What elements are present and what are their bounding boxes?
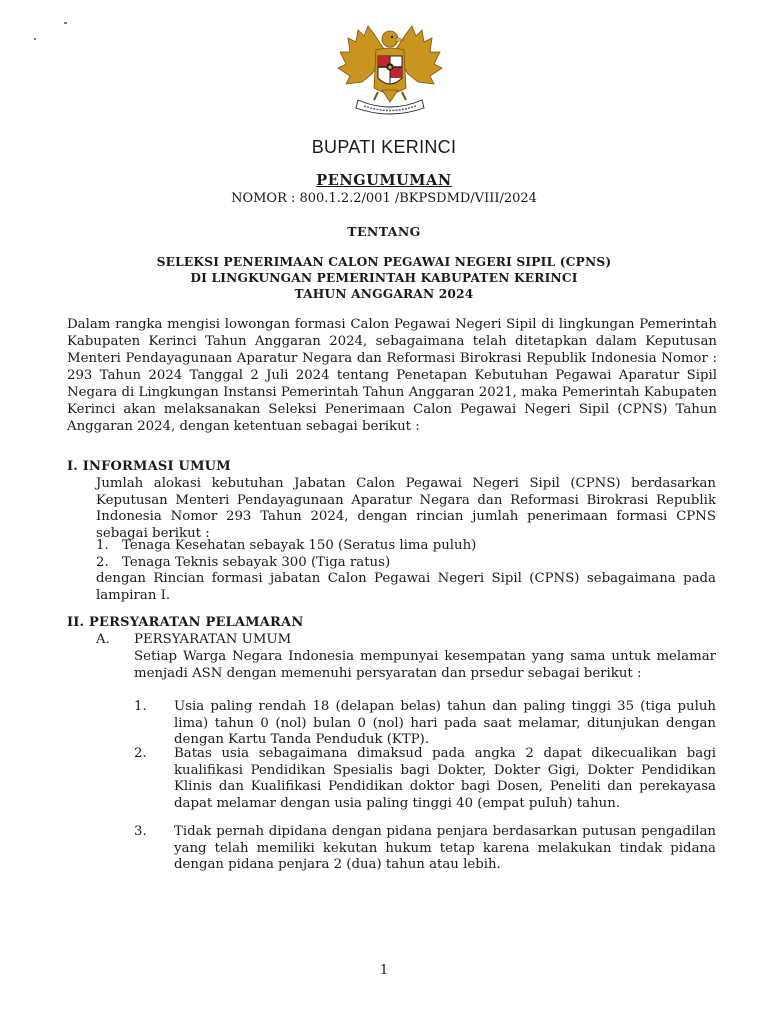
allocation-list [96, 538, 476, 571]
requirement-item [134, 824, 716, 874]
section1-tail: dengan Rincian formasi jabatan Calon Pegawai Negeri Sipil (CPNS) sebagaimana pada lampiran I. [96, 571, 716, 603]
list-item-number: 1. [96, 538, 109, 553]
subject-line: TAHUN ANGGARAN 2024 [294, 287, 474, 301]
announcement-number: NOMOR : 800.1.2.2/001 /BKPSDMD/VIII/2024 [231, 191, 537, 206]
requirement-item [134, 746, 716, 812]
scan-speck [64, 22, 67, 24]
subsection-paragraph: Setiap Warga Negara Indonesia mempunyai kesempatan yang sama untuk melamar menjadi ASN dengan memenuhi persyaratan dan prsedur sebagai berikut : [134, 649, 716, 681]
requirement-number: 1. [134, 699, 147, 714]
subsection-title: PERSYARATAN UMUM [134, 632, 292, 647]
section-heading-requirements: II. PERSYARATAN PELAMARAN [67, 615, 304, 630]
requirement-item [134, 699, 716, 749]
scan-speck [34, 38, 36, 40]
about-label: TENTANG [347, 224, 421, 239]
subject-line: SELEKSI PENERIMAAN CALON PEGAWAI NEGERI SIPIL (CPNS) [156, 255, 612, 269]
list-item [96, 555, 476, 572]
requirement-text: Batas usia sebagaimana dimaksud pada angka 2 dapat dikecualikan bagi kualifikasi Pendidikan Spesialis bagi Dokter, Dokter Gigi, Dokter Pendidikan Klinis dan Kualifikasi Pendidikan doktor bagi Dosen, Peneliti dan perekayasa dapat melamar dengan usia paling tinggi 40 (empat puluh) tahun. [174, 746, 716, 811]
intro-paragraph: Dalam rangka mengisi lowongan formasi Calon Pegawai Negeri Sipil di lingkungan Pemerintah Kabupaten Kerinci Tahun Anggaran 2024, sebagaimana telah ditetapkan dalam Keputusan Menteri Pendayagunaan Aparatur Negara dan Reformasi Birokrasi Republik Indonesia Nomor : 293 Tahun 2024 Tanggal 2 Juli 2024 tentang Penetapan Kebutuhan Pegawai Aparatur Sipil Negara di Lingkungan Instansi Pemerintah Tahun Anggaran 2021, maka Pemerintah Kabupaten Kerinci akan melaksanakan Seleksi Penerimaan Calon Pegawai Negeri Sipil (CPNS) Tahun Anggaran 2024, dengan ketentuan sebagai berikut : [67, 317, 717, 434]
announcement-label: PENGUMUMAN [316, 172, 452, 189]
subsection-letter: A. [96, 632, 110, 647]
subject-line: DI LINGKUNGAN PEMERINTAH KABUPATEN KERINCI [190, 271, 578, 285]
requirement-text: Tidak pernah dipidana dengan pidana penjara berdasarkan putusan pengadilan yang telah memiliki kekutan hukum tetap karena melakukan tindak pidana dengan pidana penjara 2 (dua) tahun atau lebih. [174, 824, 716, 873]
section1-paragraph: Jumlah alokasi kebutuhan Jabatan Calon Pegawai Negeri Sipil (CPNS) berdasarkan Keputusan Menteri Pendayagunaan Aparatur Negara dan Reformasi Birokrasi Republik Indonesia Nomor 293 Tahun 2024, dengan rincian jumlah penerimaan formasi CPNS sebagai berikut : [96, 476, 716, 541]
requirement-number: 3. [134, 824, 147, 839]
announcement-subject [0, 254, 768, 302]
requirement-text: Usia paling rendah 18 (delapan belas) tahun dan paling tinggi 35 (tiga puluh lima) tahun 0 (nol) bulan 0 (nol) hari pada saat melamar, ditunjukan dengan dengan Kartu Tanda Penduduk (KTP). [174, 699, 716, 748]
section-heading-general-info: I. INFORMASI UMUM [67, 459, 231, 474]
requirement-number: 2. [134, 746, 147, 761]
garuda-emblem-icon [334, 22, 446, 116]
list-item-text: Tenaga Kesehatan sebayak 150 (Seratus lima puluh) [122, 538, 477, 553]
subsection-general-requirements [96, 632, 291, 647]
list-item [96, 538, 476, 555]
list-item-number: 2. [96, 554, 109, 570]
page-number: 1 [379, 963, 389, 978]
issuer-title: BUPATI KERINCI [311, 137, 457, 157]
list-item-text: Tenaga Teknis sebayak 300 (Tiga ratus) [122, 554, 391, 570]
